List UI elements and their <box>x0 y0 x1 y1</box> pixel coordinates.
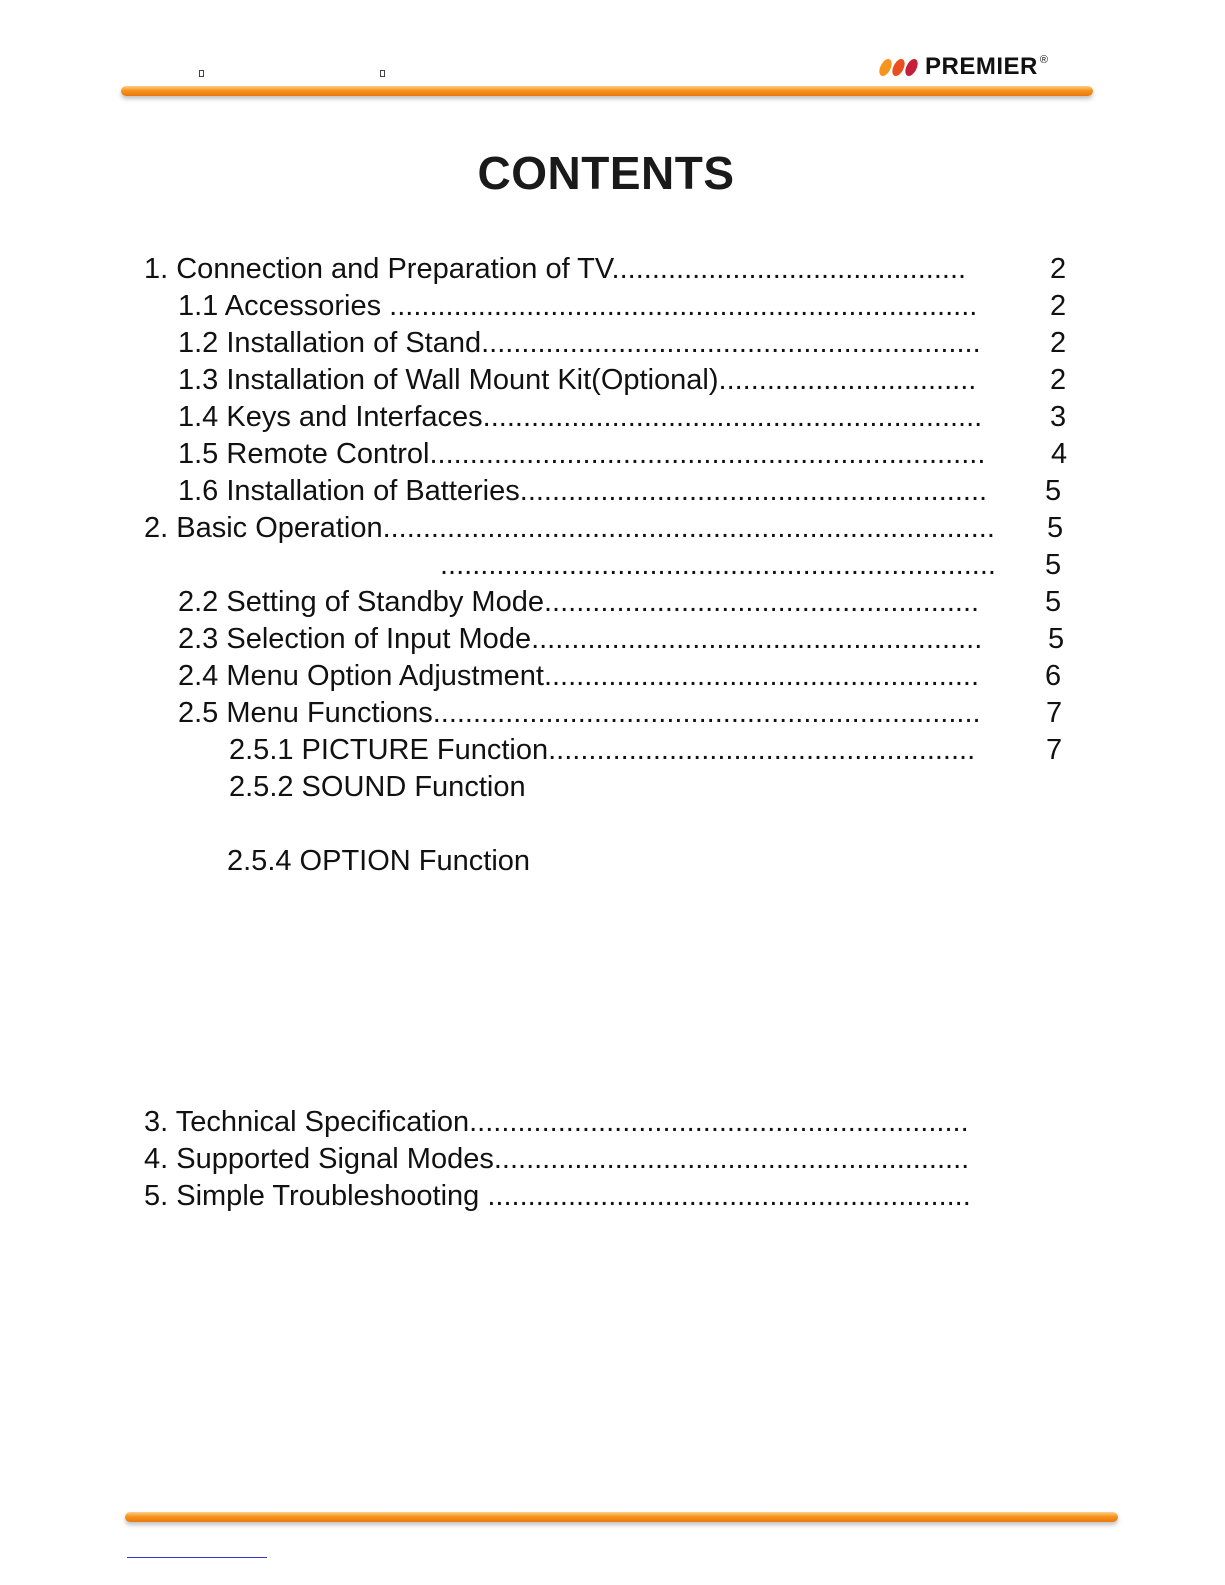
toc-entry-text: 2.5.1 PICTURE Function..................................................... <box>229 734 976 766</box>
footer-divider-bar <box>125 1512 1118 1522</box>
toc-entry-text: 5. Simple Troubleshooting ............................................................ <box>144 1180 971 1212</box>
toc-entry-text: 1.1 Accessories ......................................................................... <box>178 290 978 322</box>
toc-entry[interactable] <box>178 696 1063 730</box>
toc-entry-text: 1.4 Keys and Interfaces.............................................................. <box>178 401 983 433</box>
footer-link-underline <box>127 1557 267 1558</box>
premier-logo <box>880 52 1048 82</box>
toc-page-number: 2 <box>1050 327 1067 359</box>
toc-entry[interactable] <box>144 1142 969 1176</box>
toc-page-number: 5 <box>1048 623 1065 655</box>
toc-page-number: 7 <box>1046 697 1063 729</box>
toc-entry-text: 1.2 Installation of Stand.............................................................. <box>178 327 981 359</box>
toc-entry[interactable] <box>144 252 1067 286</box>
toc-entry-text: 2.3 Selection of Input Mode........................................................ <box>178 623 983 655</box>
toc-entry-text: 2.5 Menu Functions.................................................................... <box>178 697 981 729</box>
registered-mark: ® <box>1039 54 1048 66</box>
toc-page-number: 6 <box>1045 660 1062 692</box>
toc-page-number: 3 <box>1050 401 1067 433</box>
logo-text: PREMIER <box>925 53 1038 80</box>
toc-entry[interactable] <box>144 1179 971 1213</box>
logo-dots-icon <box>880 59 917 76</box>
toc-entry[interactable] <box>229 733 1063 767</box>
toc-entry-text: 2.5.4 OPTION Function <box>227 845 531 877</box>
logo-dot <box>903 59 920 76</box>
header-mark <box>199 70 204 77</box>
toc-page-number: 5 <box>1045 586 1062 618</box>
toc-entry-text: 2.4 Menu Option Adjustment...................................................... <box>178 660 980 692</box>
toc-entry[interactable] <box>178 437 1068 471</box>
toc-page-number: 5 <box>1047 512 1064 544</box>
toc-entry[interactable] <box>229 770 526 804</box>
toc-entry-text: 2.5.2 SOUND Function <box>229 771 526 803</box>
header-divider-bar <box>121 86 1093 96</box>
toc-entry-text: 1.3 Installation of Wall Mount Kit(Optional)................................ <box>178 364 977 396</box>
toc-page-number: 2 <box>1050 364 1067 396</box>
toc-page-number: 2 <box>1050 253 1067 285</box>
toc-page-number: 4 <box>1051 438 1068 470</box>
toc-page-number: 7 <box>1046 734 1063 766</box>
toc-entry[interactable] <box>144 511 1064 545</box>
toc-entry[interactable] <box>178 289 1067 323</box>
toc-entry[interactable] <box>178 363 1067 397</box>
toc-entry[interactable] <box>178 326 1067 360</box>
toc-entry-text: 4. Supported Signal Modes........................................................... <box>144 1143 970 1175</box>
toc-entry[interactable] <box>178 474 1062 508</box>
toc-entry-text: 2. Basic Operation............................................................................ <box>144 512 995 544</box>
toc-entry-text: 1.6 Installation of Batteries.......................................................... <box>178 475 988 507</box>
page-title: CONTENTS <box>477 147 735 199</box>
toc-entry-text: ..................................................................... <box>440 549 996 581</box>
toc-entry[interactable] <box>178 585 1062 619</box>
toc-page-number: 5 <box>1045 475 1062 507</box>
header-mark <box>380 70 385 77</box>
toc-entry[interactable] <box>178 400 1067 434</box>
toc-entry[interactable] <box>227 844 530 878</box>
toc-entry[interactable] <box>178 659 1062 693</box>
toc-entry[interactable] <box>440 548 1062 582</box>
toc-entry-text: 1. Connection and Preparation of TV............................................ <box>144 253 967 285</box>
toc-entry-text: 3. Technical Specification.............................................................. <box>144 1106 969 1138</box>
toc-entry[interactable] <box>178 622 1065 656</box>
toc-page-number: 2 <box>1050 290 1067 322</box>
toc-page-number: 5 <box>1045 549 1062 581</box>
toc-entry-text: 2.2 Setting of Standby Mode...................................................... <box>178 586 980 618</box>
toc-entry-text: 1.5 Remote Control..................................................................... <box>178 438 986 470</box>
toc-entry[interactable] <box>144 1105 969 1139</box>
